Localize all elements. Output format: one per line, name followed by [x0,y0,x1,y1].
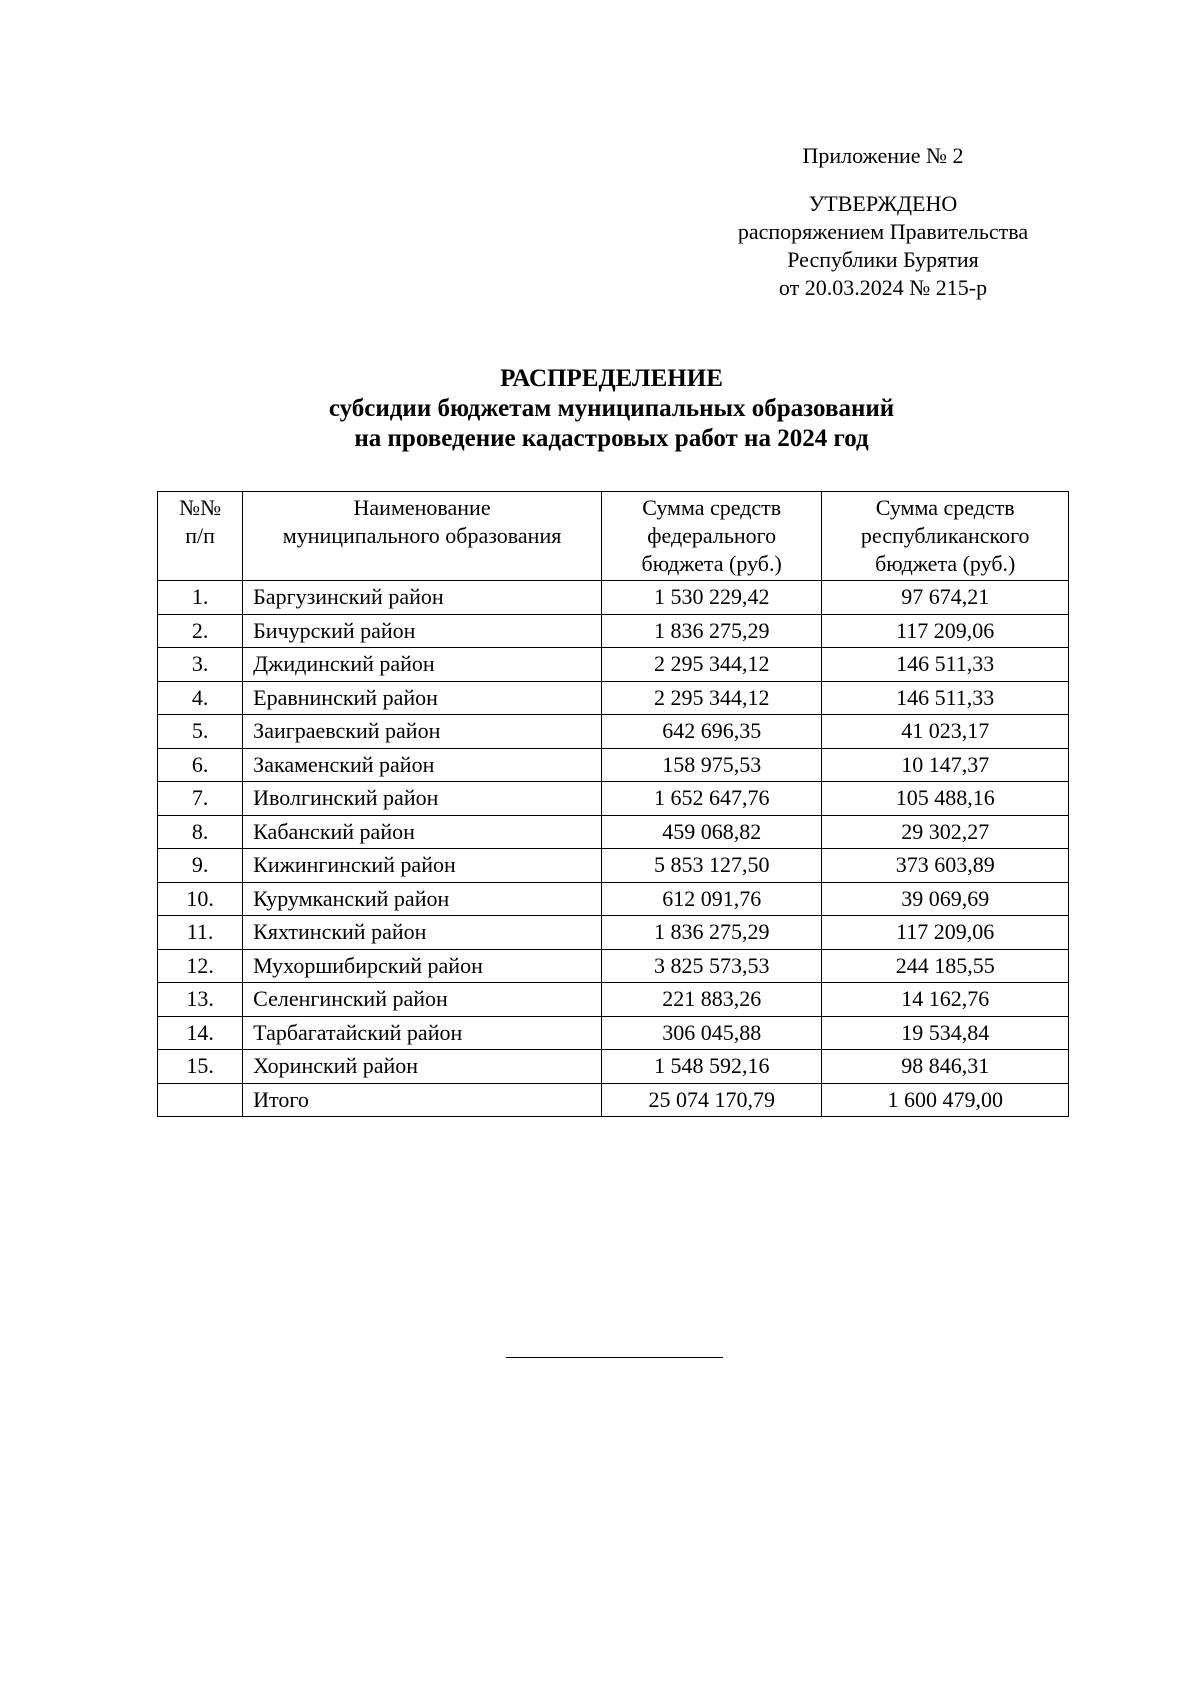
row-num: 7. [158,782,243,816]
row-republican: 117 209,06 [822,916,1069,950]
total-num [158,1083,243,1117]
row-federal: 2 295 344,12 [601,648,821,682]
table-row [158,949,1069,983]
header-num [158,492,243,581]
approved-label: УТВЕРЖДЕНО [808,191,958,216]
table-row [158,849,1069,883]
row-federal: 2 295 344,12 [601,681,821,715]
header-num-line-1: №№ [179,495,222,520]
title-line-2: на проведение кадастровых работ на 2024 год [354,425,869,452]
table-row [158,916,1069,950]
row-num: 6. [158,748,243,782]
header-republican-line-3: бюджета (руб.) [875,551,1016,576]
row-federal: 459 068,82 [601,815,821,849]
row-name: Иволгинский район [243,782,602,816]
distribution-table [157,491,1069,1117]
table-row [158,614,1069,648]
row-num: 15. [158,1050,243,1084]
header-republican [822,492,1069,581]
closing-divider [506,1357,723,1358]
table-row [158,1016,1069,1050]
table-row [158,715,1069,749]
table-row [158,581,1069,615]
row-republican: 29 302,27 [822,815,1069,849]
row-federal: 612 091,76 [601,882,821,916]
row-num: 4. [158,681,243,715]
appendix-label: Приложение № 2 [802,143,964,168]
row-name: Кяхтинский район [243,916,602,950]
title-line-1: субсидии бюджетам муниципальных образований [328,395,895,422]
row-num: 3. [158,648,243,682]
total-republican: 1 600 479,00 [822,1083,1069,1117]
table-row [158,648,1069,682]
row-federal: 221 883,26 [601,983,821,1017]
header-name-line-2: муниципального образования [282,523,562,548]
table-row [158,815,1069,849]
row-num: 11. [158,916,243,950]
row-republican: 97 674,21 [822,581,1069,615]
row-federal: 306 045,88 [601,1016,821,1050]
row-name: Селенгинский район [243,983,602,1017]
total-federal: 25 074 170,79 [601,1083,821,1117]
row-name: Кабанский район [243,815,602,849]
header-num-line-2: п/п [185,523,215,548]
row-federal: 1 836 275,29 [601,614,821,648]
row-name: Баргузинский район [243,581,602,615]
table-row [158,1050,1069,1084]
row-num: 10. [158,882,243,916]
row-republican: 98 846,31 [822,1050,1069,1084]
row-republican: 373 603,89 [822,849,1069,883]
table-row [158,983,1069,1017]
row-federal: 1 530 229,42 [601,581,821,615]
row-num: 14. [158,1016,243,1050]
row-name: Заиграевский район [243,715,602,749]
row-republican: 10 147,37 [822,748,1069,782]
row-num: 12. [158,949,243,983]
table-row [158,681,1069,715]
header-federal-line-3: бюджета (руб.) [641,551,782,576]
row-num: 13. [158,983,243,1017]
header-name-line-1: Наименование [353,495,491,520]
table-header-row [158,492,1069,581]
document-title [155,364,1068,454]
row-federal: 1 652 647,76 [601,782,821,816]
row-name: Тарбагатайский район [243,1016,602,1050]
row-republican: 14 162,76 [822,983,1069,1017]
row-federal: 1 836 275,29 [601,916,821,950]
total-label: Итого [243,1083,602,1117]
row-num: 2. [158,614,243,648]
row-name: Курумканский район [243,882,602,916]
row-republican: 146 511,33 [822,648,1069,682]
row-name: Кижингинский район [243,849,602,883]
row-name: Закаменский район [243,748,602,782]
row-republican: 19 534,84 [822,1016,1069,1050]
row-republican: 105 488,16 [822,782,1069,816]
header-republican-line-1: Сумма средств [875,495,1015,520]
header-federal [601,492,821,581]
row-federal: 642 696,35 [601,715,821,749]
approval-block [718,142,1048,302]
table-total-row [158,1083,1069,1117]
row-federal: 5 853 127,50 [601,849,821,883]
row-name: Джидинский район [243,648,602,682]
approval-line-2: Республики Бурятия [787,247,979,272]
row-name: Хоринский район [243,1050,602,1084]
approval-line-1: распоряжением Правительства [737,219,1029,244]
row-federal: 158 975,53 [601,748,821,782]
header-federal-line-1: Сумма средств [642,495,782,520]
row-num: 9. [158,849,243,883]
row-federal: 1 548 592,16 [601,1050,821,1084]
table-row [158,782,1069,816]
row-republican: 39 069,69 [822,882,1069,916]
row-republican: 117 209,06 [822,614,1069,648]
row-name: Бичурский район [243,614,602,648]
row-num: 5. [158,715,243,749]
row-name: Еравнинский район [243,681,602,715]
approval-line-3: от 20.03.2024 № 215-р [778,275,988,300]
header-name [243,492,602,581]
header-republican-line-2: республиканского [860,523,1030,548]
header-federal-line-2: федерального [647,523,777,548]
table-body [158,581,1069,1117]
row-republican: 146 511,33 [822,681,1069,715]
title-main: РАСПРЕДЕЛЕНИЕ [500,365,723,392]
table-row [158,748,1069,782]
row-num: 8. [158,815,243,849]
table-row [158,882,1069,916]
row-federal: 3 825 573,53 [601,949,821,983]
row-name: Мухоршибирский район [243,949,602,983]
row-republican: 41 023,17 [822,715,1069,749]
row-republican: 244 185,55 [822,949,1069,983]
row-num: 1. [158,581,243,615]
